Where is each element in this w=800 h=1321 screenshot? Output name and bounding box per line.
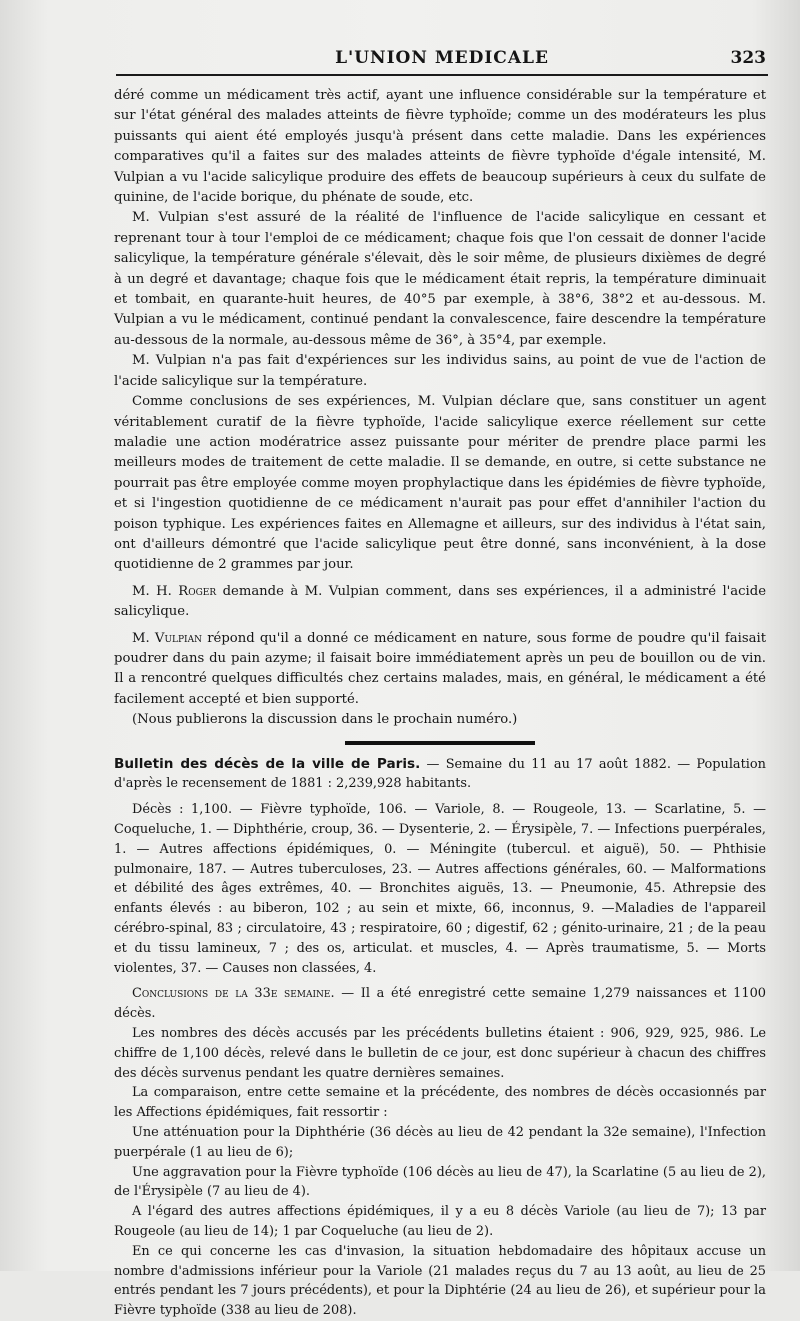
deaths-list: Décès : 1,100. — Fièvre typhoïde, 106. — Variole, 8. — Rougeole, 13. — Scarlatine, 5. — Coqueluche, 1. — Diphthérie, croup, 36. — Dysenterie, 2. — Érysipèle, 7. — Infections puerpérales, 1. — Autres affections épidémiques, 0. — Méningite (tubercul. et aiguë), 50. — Phthisie pulmonaire, 187. — Autres tuberculoses, 23. — Autres affections générales, 60. — Malformations et débilité des âges extrêmes, 40. — Bronchites aiguës, 13. — Pneumonie, 45. Athrepsie des enfants élevés : au biberon, 102 ; au sein et mixte, 66, inconnus, 9. —Maladies de l'appareil cérébro-spinal, 83 ; circulatoire, 43 ; respiratoire, 60 ; digestif, 62 ; génito-urinaire, 21 ; de la peau et du tissu lamineux, 7 ; des os, articulat. et muscles, 4. — Après traumatisme, 5. — Morts violentes, 37. — Causes non classées, 4. xyxy=(114,802,766,976)
paragraph-1: déré comme un médicament très actif, ayant une influence considérable sur la température et sur l'état général des malades atteints de fièvre typhoïde; comme un des modérateurs les plus puissants qui aient été employés jusqu'à présent dans cette maladie. Dans les expériences comparatives qu'il a faites sur des malades atteints de fièvre typhoïde d'égale intensité, M. Vulpian a vu l'acide salicylique produire des effets de beaucoup supérieurs à ceux du sulfate de quinine, de l'acide borique, du phénate de soude, etc. xyxy=(114,88,766,206)
conclusion-4: Une aggravation pour la Fièvre typhoïde (106 décès au lieu de 47), la Scarlatine (5 au lieu de 2), de l'Érysipèle (7 au lieu de 4). xyxy=(114,1164,766,1200)
header-rule xyxy=(116,74,768,76)
paragraph-2: M. Vulpian s'est assuré de la réalité de l'influence de l'acide salicylique en cessant et reprenant tour à tour l'emploi de ce médicament; chaque fois que l'on cessait de donner l'acide salicylique, la température générale s'élevait, dès le soir même, de plusieurs dixièmes de degré à un degré et davantage; chaque fois que le médicament était repris, la température diminuait et tombait, en quarante-huit heures, de 40°5 par exemple, à 38°6, 38°2 et au-dessous. M. Vulpian a vu le médicament, continué pendant la convalescence, faire descendre la température au-dessous de la normale, au-dessous même de 36°, à 35°4, par exemple. xyxy=(114,210,766,348)
conclusions-text: — Il a été enregistré cette semaine 1,279 naissances et 1100 décès. xyxy=(114,986,766,1022)
speaker-roger: M. H. Roger xyxy=(132,583,217,599)
bulletin-section xyxy=(114,755,766,1321)
paragraph-3: M. Vulpian n'a pas fait d'expériences sur les individus sains, au point de vue de l'action de l'acide salicylique sur la température. xyxy=(114,353,766,389)
paragraph-6-text: répond qu'il a donné ce médicament en nature, sous forme de poudre qu'il faisait poudrer dans du pain azyme; il faisait boire immédiatement après un peu de bouillon ou de vin. Il a rencontré quelques difficultés chez certains malades, mais, en général, le médicament a été facilement accepté et bien supporté. xyxy=(114,630,766,707)
speaker-vulpian: M. Vulpian xyxy=(132,630,202,646)
paragraph-5-text: demande à M. Vulpian comment, dans ses expériences, il a administré l'acide salicylique. xyxy=(114,583,766,620)
page-number: 323 xyxy=(730,48,766,68)
journal-title: L'UNION MEDICALE xyxy=(335,48,549,68)
conclusions-heading xyxy=(114,984,766,1024)
bulletin-heading xyxy=(114,755,766,795)
conclusion-2: La comparaison, entre cette semaine et la précédente, des nombres de décès occasionnés par les Affections épidémiques, fait ressortir : xyxy=(114,1085,766,1121)
conclusion-6: En ce qui concerne les cas d'invasion, la situation hebdomadaire des hôpitaux accuse un nombre d'admissions inférieur pour la Variole (21 malades reçus du 7 au 13 août, au lieu de 25 entrés pendant les 7 jours précédents), et pour la Diphtérie (24 au lieu de 26), et supérieur pour la Fièvre typhoïde (338 au lieu de 208). xyxy=(114,1243,766,1319)
conclusion-1: Les nombres des décès accusés par les précédents bulletins étaient : 906, 929, 925, 986. Le chiffre de 1,100 décès, relevé dans le bulletin de ce jour, est donc supérieur à chacun des chiffres des décès survenus pendant les quatre dernières semaines. xyxy=(114,1025,766,1081)
section-divider xyxy=(345,741,535,745)
paragraph-6 xyxy=(114,629,766,711)
page-header xyxy=(116,44,768,78)
paragraph-4: Comme conclusions de ses expériences, M. Vulpian déclare que, sans constituer un agent véritablement curatif de la fièvre typhoïde, l'acide salicylique exerce réellement sur cette maladie une action modératrice assez puissante pour mériter de prendre place parmi les meilleurs modes de traitement de cette maladie. Il se demande, en outre, si cette substance ne pourrait pas être employée comme moyen prophylactique dans les épidémies de fièvre typhoïde, et si l'ingestion quotidienne de ce médicament n'aurait pas pour effet d'annihiler l'action du poison typhique. Les expériences faites en Allemagne et ailleurs, sur des individus à l'état sain, ont d'ailleurs démontré que l'acide salicylique peut être donné, sans inconvénient, à la dose quotidienne de 2 grammes par jour. xyxy=(114,394,766,573)
conclusions-label: Conclusions de la 33e semaine. xyxy=(132,986,335,1002)
article-body xyxy=(114,86,766,1321)
conclusion-3: Une atténuation pour la Diphthérie (36 décès au lieu de 42 pendant la 32e semaine), l'Infection puerpérale (1 au lieu de 6); xyxy=(114,1124,766,1160)
conclusion-5: A l'égard des autres affections épidémiques, il y a eu 8 décès Variole (au lieu de 7); 13 par Rougeole (au lieu de 14); 1 par Coqueluche (au lieu de 2). xyxy=(114,1204,766,1239)
bulletin-title: Bulletin des décès de la ville de Paris. xyxy=(114,755,421,772)
paragraph-7: (Nous publierons la discussion dans le prochain numéro.) xyxy=(132,712,518,728)
paragraph-5 xyxy=(114,582,766,623)
bulletin-subtitle: — Semaine du 11 au 17 août 1882. — Population d'après le recensement de 1881 : 2,239,928 habitants. xyxy=(114,756,766,792)
